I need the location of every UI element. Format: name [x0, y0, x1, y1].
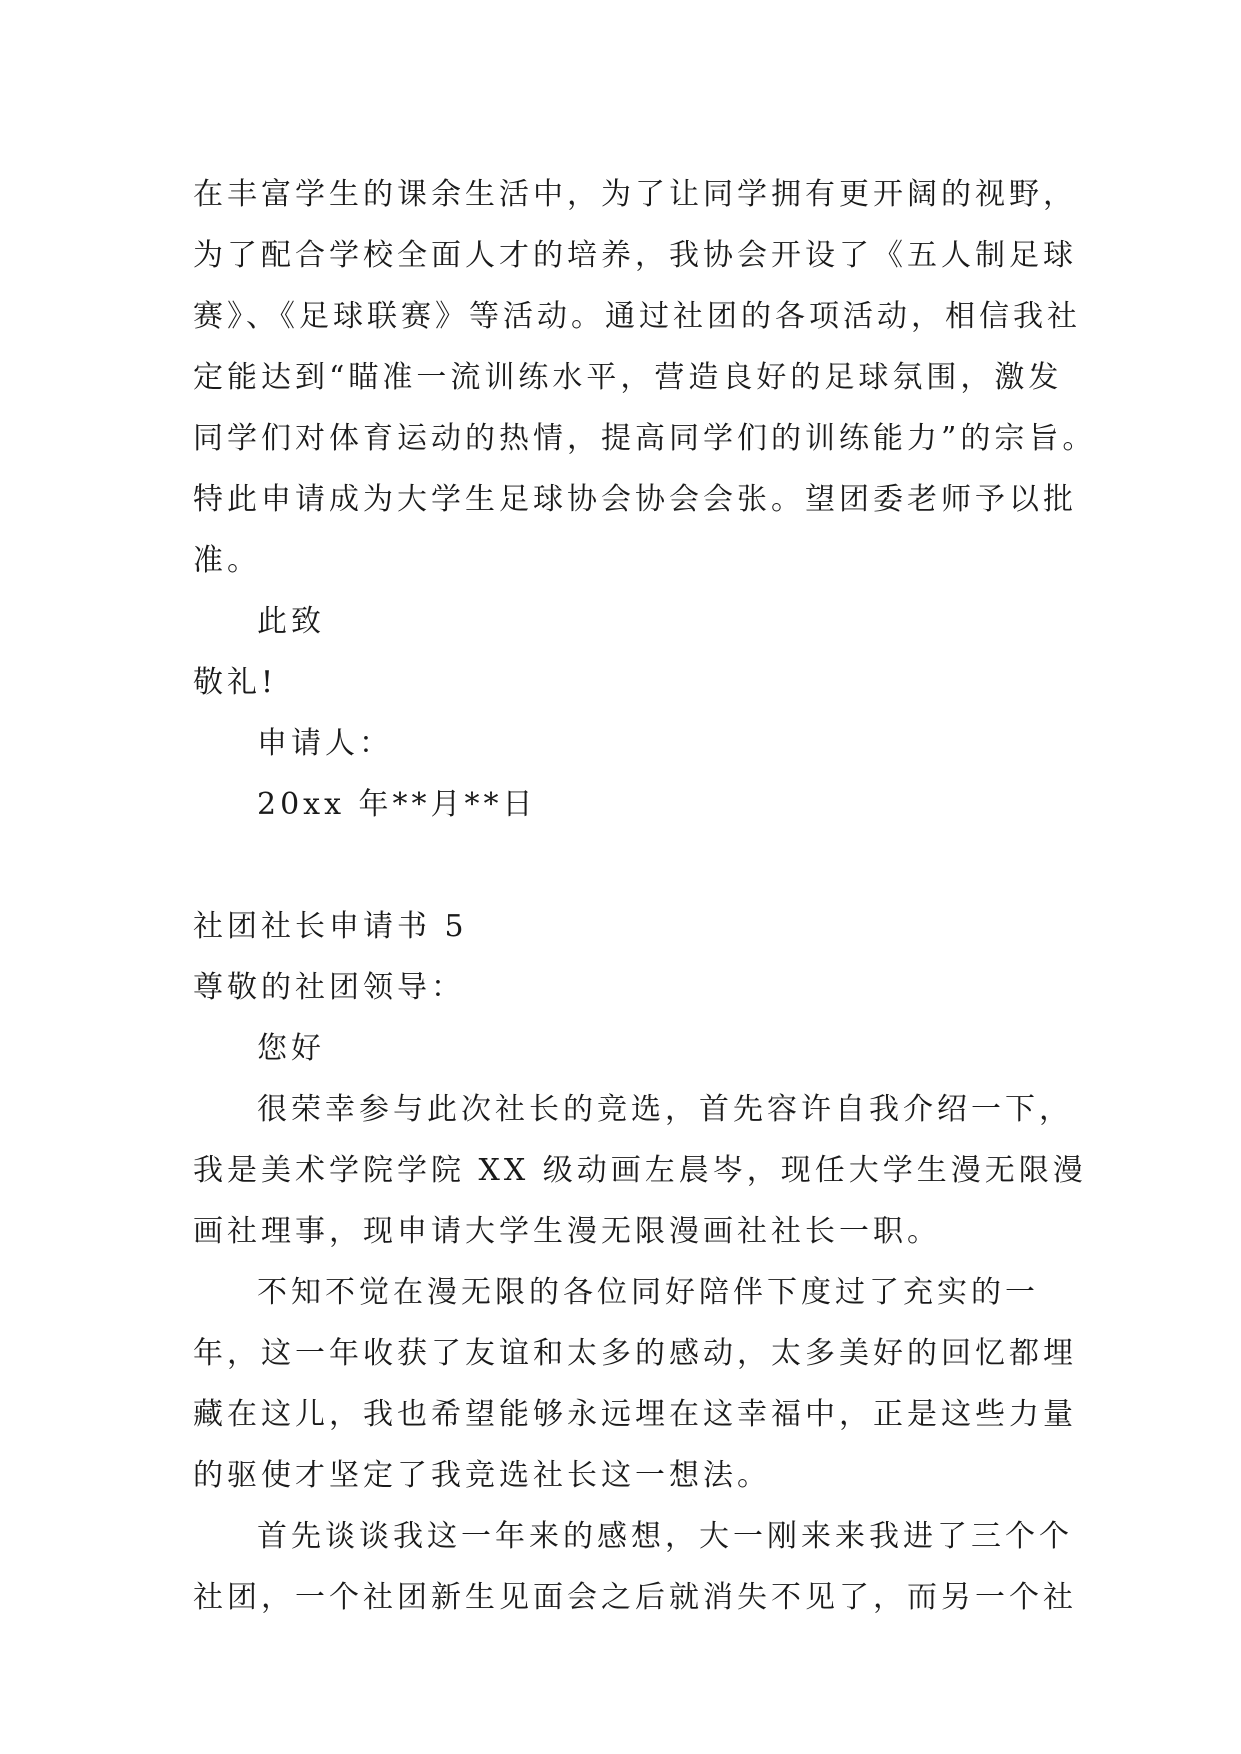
- salutation: 尊敬的社团领导：: [193, 970, 465, 1005]
- text-line: 在丰富学生的课余生活中，为了让同学拥有更开阔的视野，: [193, 177, 1077, 212]
- closing-regards: 敬礼!: [193, 665, 278, 700]
- signer-label: 申请人：: [257, 726, 393, 761]
- section-gap: [193, 835, 1073, 896]
- section-title: 社团社长申请书 5: [193, 909, 468, 944]
- paragraph-1-line: 我是美术学院学院 XX 级动画左晨岑，现任大学生漫无限漫: [193, 1153, 1087, 1188]
- paragraph-2-line: 的驱使才坚定了我竞选社长这一想法。: [193, 1458, 771, 1493]
- paragraph-3-line: 社团，一个社团新生见面会之后就消失不见了，而另一个社: [193, 1580, 1077, 1615]
- paragraph-2-line: 不知不觉在漫无限的各位同好陪伴下度过了充实的一: [257, 1275, 1039, 1310]
- text-line: 同学们对体育运动的热情，提高同学们的训练能力”的宗旨。: [193, 421, 1097, 456]
- paragraph-1-line: 很荣幸参与此次社长的竞选，首先容许自我介绍一下，: [257, 1092, 1073, 1127]
- paragraph-1-line: 画社理事，现申请大学生漫无限漫画社社长一职。: [193, 1214, 941, 1249]
- closing-salutation: 此致: [257, 604, 325, 639]
- text-line: 特此申请成为大学生足球协会协会会张。望团委老师予以批: [193, 482, 1077, 517]
- text-line: 定能达到“瞄准一流训练水平，营造良好的足球氛围，激发: [193, 360, 1063, 395]
- greeting: 您好: [257, 1031, 325, 1066]
- paragraph-2-line: 藏在这儿，我也希望能够永远埋在这幸福中，正是这些力量: [193, 1397, 1077, 1432]
- letter-date: 20xx 年**月**日: [257, 787, 537, 822]
- document-body: [193, 164, 1097, 1628]
- text-line: 为了配合学校全面人才的培养，我协会开设了《五人制足球: [193, 238, 1077, 273]
- text-line: 准。: [193, 543, 261, 578]
- paragraph-2-line: 年，这一年收获了友谊和太多的感动，太多美好的回忆都埋: [193, 1336, 1077, 1371]
- paragraph-3-line: 首先谈谈我这一年来的感想，大一刚来来我进了三个个: [257, 1519, 1073, 1554]
- text-line: 赛》、《足球联赛》等活动。通过社团的各项活动，相信我社: [193, 299, 1081, 334]
